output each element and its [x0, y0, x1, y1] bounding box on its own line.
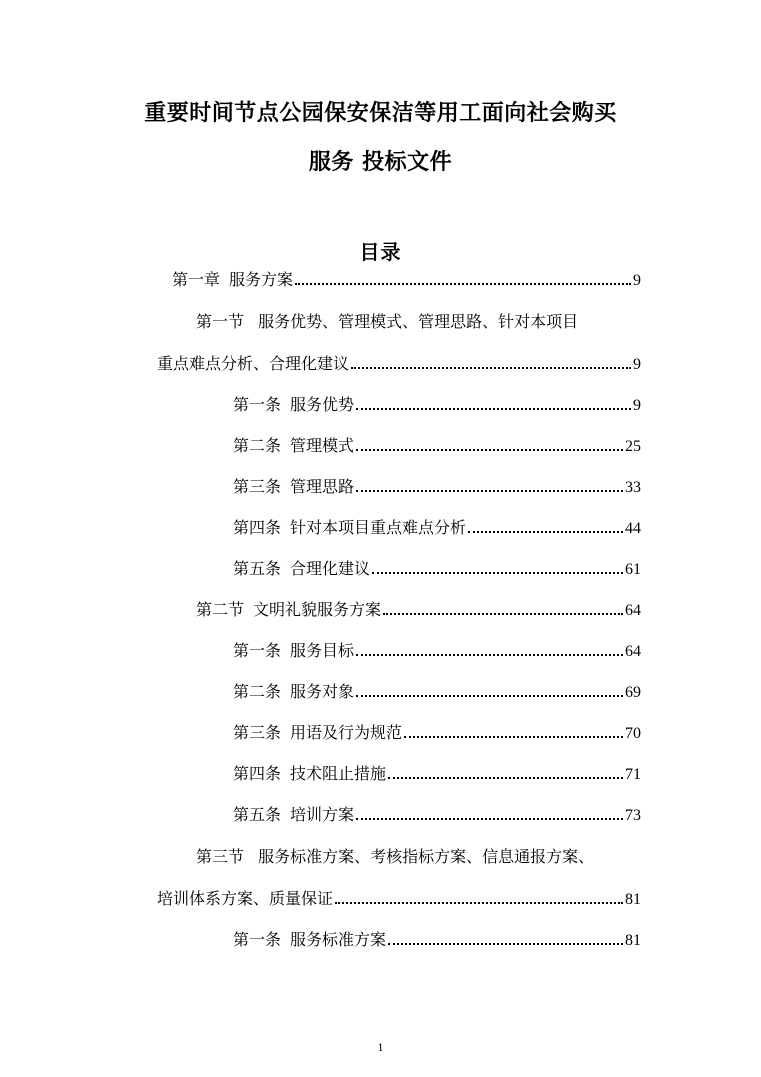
toc-entry-s2-article-4[interactable] [233, 758, 641, 784]
toc-leader [468, 531, 623, 533]
toc-entry-text: 用语及行为规范 [290, 723, 403, 742]
toc-entry-text: 服务方案 [229, 270, 294, 289]
toc-entry-s1-article-3[interactable] [233, 471, 641, 497]
toc-heading: 目录 [359, 240, 402, 264]
toc-leader [388, 777, 623, 779]
toc-entry-text: 管理思路 [290, 477, 355, 496]
toc-entry-page: 70 [625, 725, 641, 742]
toc-leader [404, 736, 623, 738]
toc-entry-number: 第三节 [196, 847, 245, 866]
toc-entry-text: 针对本项目重点难点分析 [290, 518, 467, 537]
toc-entry-text: 合理化建议 [290, 559, 371, 578]
toc-leader [295, 283, 631, 285]
toc-leader [383, 613, 623, 615]
toc-entry-page: 9 [633, 356, 641, 373]
toc-leader [351, 367, 631, 369]
document-title-line2: 服务 投标文件 [308, 150, 453, 175]
toc-entry-section-2[interactable] [196, 594, 641, 620]
toc-entry-section-3-line1[interactable] [196, 844, 594, 870]
toc-entry-s2-article-2[interactable] [233, 676, 641, 702]
toc-entry-number: 第二条 [233, 436, 282, 455]
toc-entry-number: 第五条 [233, 805, 282, 824]
toc-entry-s3-article-1[interactable] [233, 924, 641, 950]
toc-entry-s2-article-5[interactable] [233, 799, 641, 825]
toc-entry-s1-article-2[interactable] [233, 430, 641, 456]
toc-entry-page: 25 [625, 438, 641, 455]
document-title-line1: 重要时间节点公园保安保洁等用工面向社会购买 [144, 101, 617, 126]
toc-leader [356, 449, 623, 451]
toc-entry-page: 33 [625, 479, 641, 496]
toc-entry-number: 第四条 [233, 764, 282, 783]
toc-entry-number: 第一节 [196, 312, 245, 331]
toc-entry-section-1-line2[interactable] [157, 348, 641, 374]
toc-entry-number: 第二节 [196, 600, 245, 619]
toc-entry-number: 第五条 [233, 559, 282, 578]
toc-entry-text: 重点难点分析、合理化建议 [157, 354, 350, 373]
toc-entry-s1-article-1[interactable] [233, 389, 641, 415]
toc-entry-number: 第三条 [233, 477, 282, 496]
toc-entry-number: 第一条 [233, 395, 282, 414]
toc-entry-page: 71 [625, 766, 641, 783]
toc-entry-s2-article-3[interactable] [233, 717, 641, 743]
toc-entry-page: 44 [625, 520, 641, 537]
toc-entry-s2-article-1[interactable] [233, 635, 641, 661]
toc-leader [388, 943, 623, 945]
toc-entry-page: 61 [625, 561, 641, 578]
toc-entry-text: 管理模式 [290, 436, 355, 455]
page-number: 1 [377, 1040, 384, 1054]
toc-entry-page: 81 [625, 932, 641, 949]
toc-leader [335, 902, 623, 904]
toc-entry-number: 第三条 [233, 723, 282, 742]
toc-entry-text: 服务标准方案、考核指标方案、信息通报方案、 [258, 847, 595, 866]
toc-entry-text: 技术阻止措施 [290, 764, 387, 783]
toc-entry-text: 培训体系方案、质量保证 [157, 889, 334, 908]
toc-entry-s1-article-5[interactable] [233, 553, 641, 579]
toc-entry-page: 9 [633, 397, 641, 414]
toc-entry-page: 81 [625, 891, 641, 908]
toc-entry-text: 文明礼貌服务方案 [253, 600, 382, 619]
toc-entry-number: 第一章 [172, 270, 221, 289]
toc-entry-s1-article-4[interactable] [233, 512, 641, 538]
toc-leader [372, 572, 623, 574]
toc-entry-page: 64 [625, 602, 641, 619]
toc-entry-chapter-1[interactable] [172, 264, 641, 290]
toc-entry-number: 第四条 [233, 518, 282, 537]
toc-leader [356, 695, 623, 697]
toc-entry-text: 服务优势 [290, 395, 355, 414]
toc-entry-text: 服务优势、管理模式、管理思路、针对本项目 [258, 312, 579, 331]
toc-entry-page: 64 [625, 643, 641, 660]
toc-entry-section-1-line1[interactable] [196, 309, 578, 335]
toc-entry-section-3-line2[interactable] [157, 883, 641, 909]
toc-entry-page: 73 [625, 807, 641, 824]
toc-entry-page: 69 [625, 684, 641, 701]
toc-entry-text: 服务标准方案 [290, 930, 387, 949]
toc-entry-text: 培训方案 [290, 805, 355, 824]
toc-entry-number: 第一条 [233, 641, 282, 660]
toc-leader [356, 408, 631, 410]
toc-entry-page: 9 [633, 272, 641, 289]
toc-leader [356, 654, 623, 656]
toc-entry-number: 第一条 [233, 930, 282, 949]
toc-entry-text: 服务对象 [290, 682, 355, 701]
toc-leader [356, 818, 623, 820]
toc-entry-text: 服务目标 [290, 641, 355, 660]
toc-entry-number: 第二条 [233, 682, 282, 701]
toc-leader [356, 490, 623, 492]
